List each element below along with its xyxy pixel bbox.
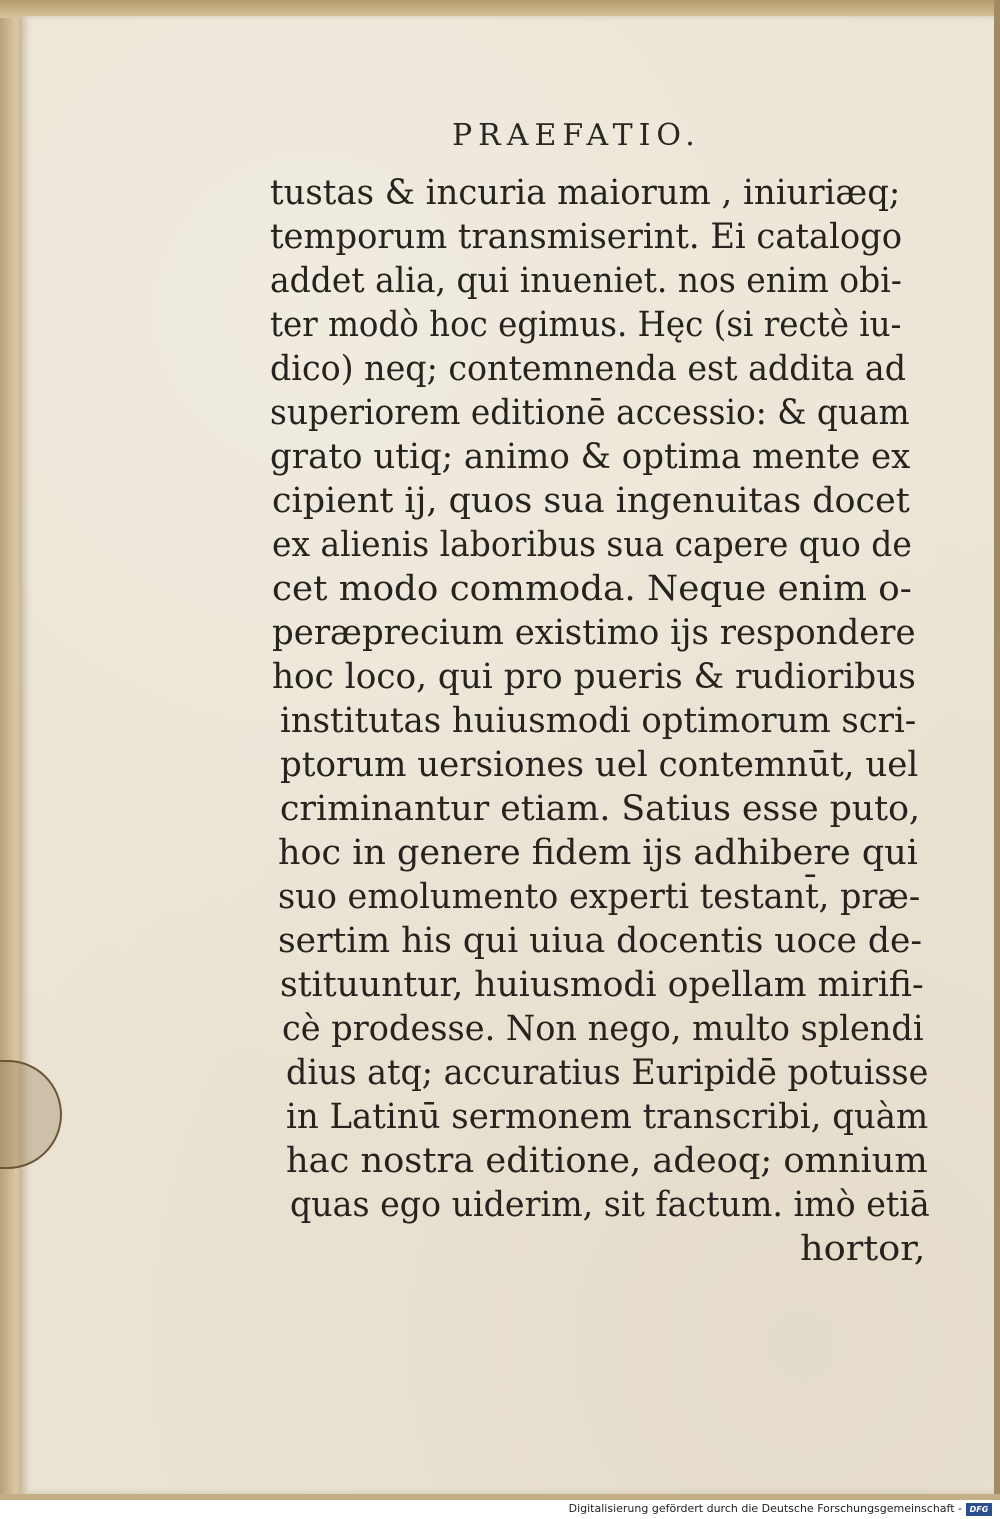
text-line: addet alia, qui inueniet. nos enim obi-	[270, 261, 902, 301]
binding-right-edge	[994, 0, 1000, 1500]
text-line: cet modo commoda. Neque enim o-	[272, 569, 912, 609]
text-line: ptorum uersiones uel contemnūt, uel	[280, 745, 919, 785]
text-line: ter modò hoc egimus. Hęc (si rectè iu-	[270, 305, 902, 345]
text-line: ex alienis laboribus sua capere quo de	[272, 525, 912, 565]
funding-notice: Digitalisierung gefördert durch die Deutsche Forschungsgemeinschaft -	[568, 1502, 962, 1515]
text-line: temporum transmiserint. Ei catalogo	[270, 217, 903, 257]
text-line: dico) neq; contemnenda est addita ad	[270, 349, 907, 389]
text-line: hoc loco, qui pro pueris & rudioribus	[272, 657, 916, 697]
dfg-logo-icon: DFG	[966, 1503, 992, 1516]
text-line: peræprecium existimo ijs respondere	[272, 613, 916, 653]
text-line: sertim his qui uiua docentis uoce de-	[278, 921, 923, 961]
text-line: suo emolumento experti testant̄, præ-	[278, 877, 921, 917]
text-line: cipient ij, quos sua ingenuitas docet	[272, 481, 910, 521]
text-line: institutas huiusmodi optimorum scri-	[280, 701, 917, 741]
text-line: stituuntur, huiusmodi opellam mirifi-	[280, 965, 924, 1005]
text-line: grato utiq; animo & optima mente ex	[270, 437, 911, 477]
footer-bar	[0, 1500, 1000, 1519]
text-line: criminantur etiam. Satius esse puto,	[280, 789, 921, 829]
text-line: hortor,	[800, 1229, 926, 1269]
text-line: hac nostra editione, adeoq; omnium	[286, 1141, 928, 1181]
text-line: cè prodesse. Non nego, multo splendi	[282, 1009, 924, 1049]
text-line: quas ego uiderim, sit factum. imò etiā	[290, 1185, 930, 1225]
text-line: tustas & incuria maiorum , iniuriæq;	[270, 173, 901, 213]
text-line: superiorem editionē accessio: & quam	[270, 393, 910, 433]
text-line: hoc in genere fidem ijs adhibere qui	[278, 833, 918, 873]
text-line: dius atq; accuratius Euripidē potuisse	[286, 1053, 929, 1093]
page-heading: PRAEFATIO.	[452, 118, 701, 153]
text-line: in Latinū sermonem transcribi, quàm	[286, 1097, 929, 1137]
